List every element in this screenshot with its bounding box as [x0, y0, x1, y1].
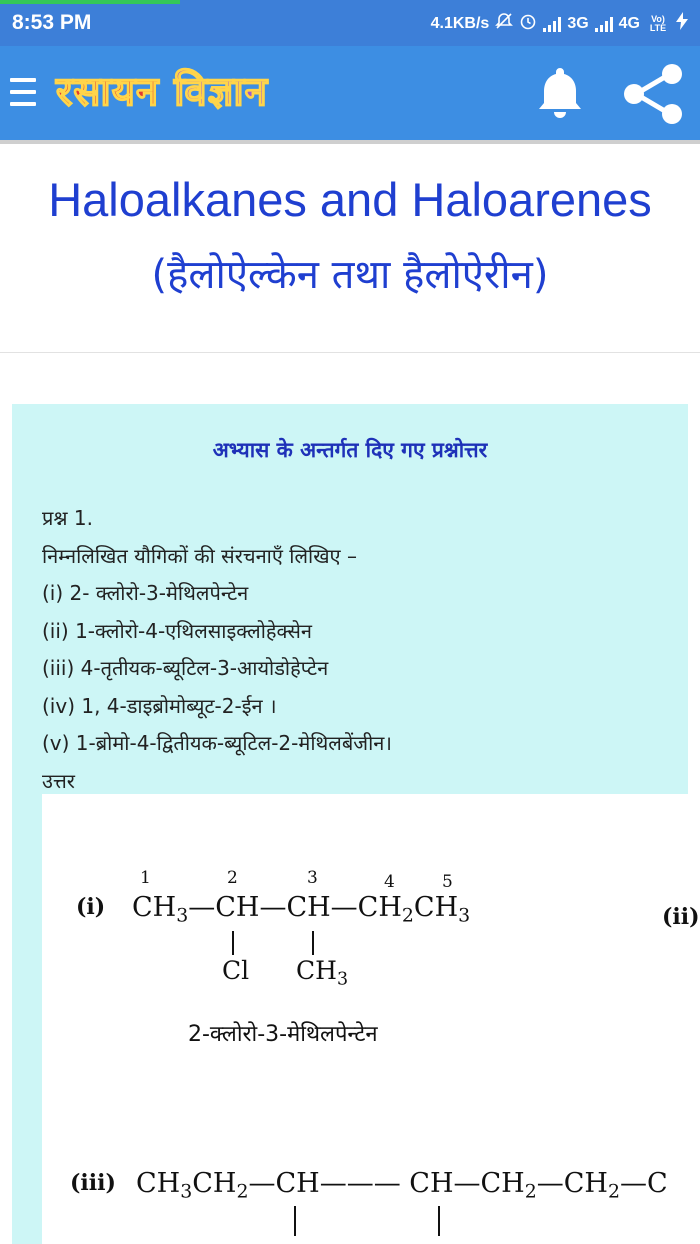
status-bar [0, 0, 700, 46]
structure-iii-label: (iii) [70, 1170, 116, 1196]
signal-icon [543, 16, 561, 32]
volte-badge: Vo) LTE [649, 13, 667, 33]
carbon-number: 4 [384, 872, 395, 892]
carbon-number: 1 [140, 868, 151, 888]
chlorine-substituent: Cl [222, 956, 250, 985]
question-item: (ii) 1-क्लोरो-4-एथिलसाइक्लोहेक्सेन [42, 618, 312, 643]
answer-label: उत्तर [42, 768, 75, 793]
question-item: (v) 1-ब्रोमो-4-द्वितीयक-ब्यूटिल-2-मेथिलबेंजीन। [42, 731, 392, 755]
bond-line [232, 931, 234, 955]
network-3g: 3G [567, 14, 589, 32]
network-speed: 4.1KB/s [430, 14, 490, 32]
menu-icon[interactable] [10, 78, 36, 110]
silent-icon [495, 12, 513, 35]
app-title-word2: विज्ञान [174, 69, 268, 115]
bond-line [438, 1206, 440, 1236]
question-label: प्रश्न 1. [42, 506, 93, 530]
page-subtitle: (हैलोऐल्केन तथा हैलोऐरीन) [151, 252, 549, 298]
structure-i-chain: $CH_3—CH—CH—CH_2CH_3$ [132, 892, 471, 927]
question-item: (i) 2- क्लोरो-3-मेथिलपेन्टेन [42, 581, 249, 605]
loading-progress [0, 0, 180, 4]
app-bar-shadow [0, 140, 700, 144]
structure-i-name: 2-क्लोरो-3-मेथिलपेन्टेन [188, 1022, 378, 1047]
bell-icon[interactable] [532, 64, 588, 120]
structure-iii-chain: $CH_3CH_2—CH———$ $CH—CH_2—CH_2—C$ [136, 1168, 668, 1203]
question-item: (iii) 4-तृतीयक-ब्यूटिल-3-आयोडोहेप्टेन [42, 656, 329, 680]
structure-ii-label: (ii) [662, 904, 700, 930]
carbon-number: 3 [307, 868, 318, 888]
section-heading: अभ्यास के अन्तर्गत दिए गए प्रश्नोत्तर [212, 438, 488, 462]
bond-line [312, 931, 314, 955]
page-title: Haloalkanes and Haloarenes [48, 173, 652, 226]
methyl-substituent: $CH_3$ [296, 956, 349, 990]
carbon-number: 2 [227, 868, 238, 888]
answer-structures-image [42, 794, 700, 1244]
question-item: (iv) 1, 4-डाइब्रोमोब्यूट-2-ईन । [42, 693, 277, 718]
charging-icon [676, 12, 688, 35]
bond-line [294, 1206, 296, 1236]
question-text: निम्नलिखित यौगिकों की संरचनाएँ लिखिए – [42, 543, 357, 568]
network-4g: 4G [618, 14, 640, 32]
status-indicators [431, 12, 688, 35]
app-title-word1: रसायन [56, 69, 160, 115]
carbon-number: 5 [442, 872, 453, 892]
alarm-icon [519, 12, 537, 35]
title-divider [0, 352, 700, 353]
app-title [56, 62, 268, 117]
structure-i-label: (i) [76, 894, 106, 920]
question-block [42, 500, 392, 800]
share-icon[interactable] [620, 64, 686, 124]
status-time: 8:53 PM [12, 11, 92, 34]
signal-icon-2 [595, 16, 613, 32]
app-bar [0, 46, 700, 140]
